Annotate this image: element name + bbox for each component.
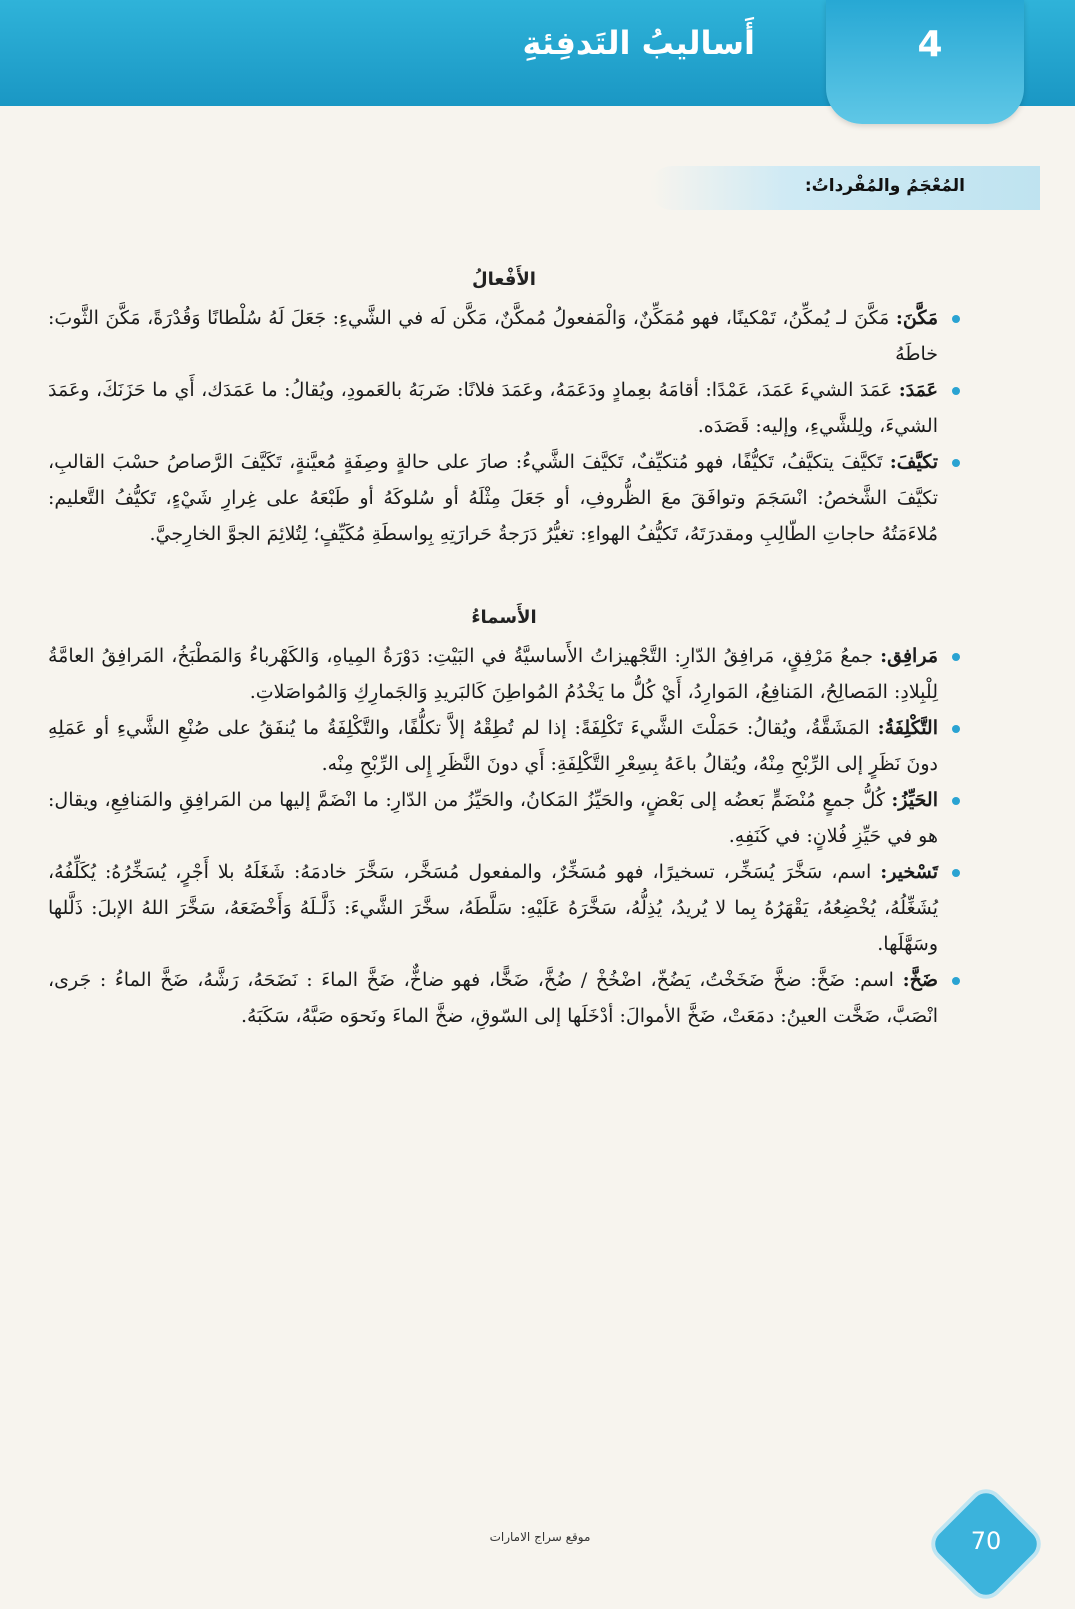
entry-definition: المَشَقَّةُ، ويُقالُ: حَمَلْتَ الشَّيءَ تَكْلِفَةً: إذا لم تُطِقْهُ إلاَّ تكلُّفًا، والتَّكْلِفَةُ ما يُنفَقُ على صُنْعِ الشَّيءِ أو عَمَلِهِ دونَ نَظَرٍ إلى الرِّبْحِ مِنْهُ، ويُقالُ باعَهُ بِسِعْرِ التَّكْلِفَةِ: أَي دونَ النَّظَرِ إِلى الرِّبْحِ مِنْه.	[48, 717, 938, 775]
entry-term: ضَخَّ:	[902, 969, 938, 991]
bullet-icon	[952, 797, 960, 805]
chapter-title: أَساليبُ التَدفِئةِ	[522, 24, 755, 62]
noun-entry-dakh	[48, 962, 960, 1034]
entry-term: عَمَدَ:	[898, 379, 938, 401]
entry-term: التَّكْلِفَةُ:	[877, 717, 938, 739]
noun-entry-taskhir	[48, 854, 960, 962]
entry-term: الحَيِّزُ:	[891, 789, 938, 811]
entry-definition: مَكَّنَ لـ يُمكِّنُ، تَمْكينًا، فهو مُمَكِّنٌ، وَالْمَفعولُ مُمكَّنٌ، مَكَّن لَه في الشَّيءِ: جَعَلَ لَهُ سُلْطانًا وَقُدْرَةً، مَكَّنَ الثَّوبَ: خاطَهُ	[48, 307, 938, 365]
chapter-number: 4	[917, 24, 943, 65]
entry-definition: اسم: ضَخَّ: ضخَّ ضَخَخْتُ، يَضُخّ، اضْخُخْ / ضُخَّ، ضَخًّا، فهو ضاخٌّ، ضَخَّ الماءَ : نَضَحَهُ، رَشَّهُ، ضَخَّ الماءُ : جَرى، انْصَبَّ، ضَخَّت العينُ: دمَعَتْ، ضَخَّ الأموالَ: أدْخَلَها إلى السّوقِ، ضخَّ الماءَ ونَحوَه صَبَّهُ، سَكَبَهُ.	[48, 969, 938, 1027]
bullet-icon	[952, 315, 960, 323]
entry-definition: اسم، سَخَّرَ يُسَخِّر، تسخيرًا، فهو مُسَخِّرٌ، والمفعول مُسَخَّر، سَخَّرَ خادمَهُ: شَغَلَهُ بلا أَجْرٍ، يُسَخِّرُهُ: يُكَلِّفُهُ، يُشَغِّلُهُ، يُخْضِعُهُ، يَقْهَرُهُ بِما لا يُريدُ، يُذِلُّهُ، سَخَّرَهُ عَلَيْهِ: سَلَّطَهُ، سخَّرَ الشَّيءَ: ذَلَّـلَهُ وَأَخْضَعَهُ، سَخَّرَ اللهُ الإبلَ: ذَلَّلها وسَهَّلَها.	[48, 861, 938, 955]
nouns-heading: الأَسماءُ	[471, 607, 537, 628]
entry-definition: تَكيَّفَ يتكيَّفُ، تَكيُّفًا، فهو مُتكيِّفٌ، تَكيَّفَ الشَّيءُ: صارَ على حالةٍ وصِفَةٍ مُعيَّنةٍ، تَكَيَّفَ الرَّصاصُ حسْبَ القالبِ، تكيَّفَ الشَّخصُ: انْسَجَمَ وتوافَقَ معَ الظُّروفِ، أو جَعَلَ مِثْلَهُ أو سُلوكَهُ أو طَبْعَهُ على غِرارِ شَيْءٍ، تَكيُّفُ التَّعليم: مُلاءَمَتُهُ حاجاتِ الطّالِبِ ومقدرَتَهُ، تَكيُّفُ الهواءِ: تغيُّرُ دَرَجةُ حَرارَتِهِ بِواسطَةِ مُكَيِّفٍ؛ لِتُلائِمَ الجوَّ الخارِجيَّ.	[48, 451, 938, 545]
bullet-icon	[952, 977, 960, 985]
entry-term: تَسْخير:	[880, 861, 938, 883]
noun-entry-marafiq	[48, 638, 960, 710]
page-number: 70	[970, 1527, 1002, 1555]
verb-entry-makkana	[48, 300, 960, 372]
vocabulary-content	[48, 262, 960, 1034]
verb-entry-takayyafa	[48, 444, 960, 552]
section-label: المُعْجَمُ والمُفْرداتُ:	[804, 176, 965, 196]
verbs-heading: الأَفْعالُ	[472, 269, 536, 290]
bullet-icon	[952, 459, 960, 467]
noun-entry-hayyiz	[48, 782, 960, 854]
verb-entry-amada	[48, 372, 960, 444]
entry-term: مَرافِق:	[880, 645, 938, 667]
entry-term: تكيَّفَ:	[889, 451, 938, 473]
entry-term: مَكَّنَ:	[895, 307, 938, 329]
bullet-icon	[952, 725, 960, 733]
noun-entry-taklifa	[48, 710, 960, 782]
entry-definition: جمعُ مَرْفِقٍ، مَرافِقُ الدّارِ: التَّجْهيزاتُ الأَساسيَّةُ في البَيْتِ: دَوْرَةُ المِياهِ، وَالكَهْرباءُ وَالمَطْبَخُ، المَرافِقُ العامَّةُ لِلْبِلادِ: المَصالِحُ، المَنافِعُ، المَوارِدُ، أَيْ كُلُّ ما يَخْدُمُ المُواطِنَ كَالبَريدِ وَالجَمارِكِ وَالمُواصَلاتِ.	[48, 645, 938, 703]
bullet-icon	[952, 653, 960, 661]
bullet-icon	[952, 387, 960, 395]
footer-site-name: موقع سراج الامارات	[489, 1530, 591, 1544]
entry-definition: عَمَدَ الشيءَ عَمَدَ، عَمْدًا: أقامَهُ بعِمادٍ ودَعَمَهُ، وعَمَدَ فلانًا: ضَربَهُ بالعَمودِ، ويُقالُ: ما عَمَدَك، أَي ما حَزَنَكَ، وعَمَدَ الشيءَ، ولِلشَّيءِ، وإليه: قَصَدَه.	[48, 379, 938, 437]
bullet-icon	[952, 869, 960, 877]
entry-definition: كُلُّ جمعٍ مُنْضَمٍّ بَعضُه إلى بَعْضٍ، والحَيِّزُ المَكانُ، والحَيِّزُ من الدّارِ: ما انْضَمَّ إليها من المَرافِقِ والمَنافِعِ، ويقال: هو في حَيِّزِ فُلانٍ: في كَنَفِهِ.	[48, 789, 938, 847]
